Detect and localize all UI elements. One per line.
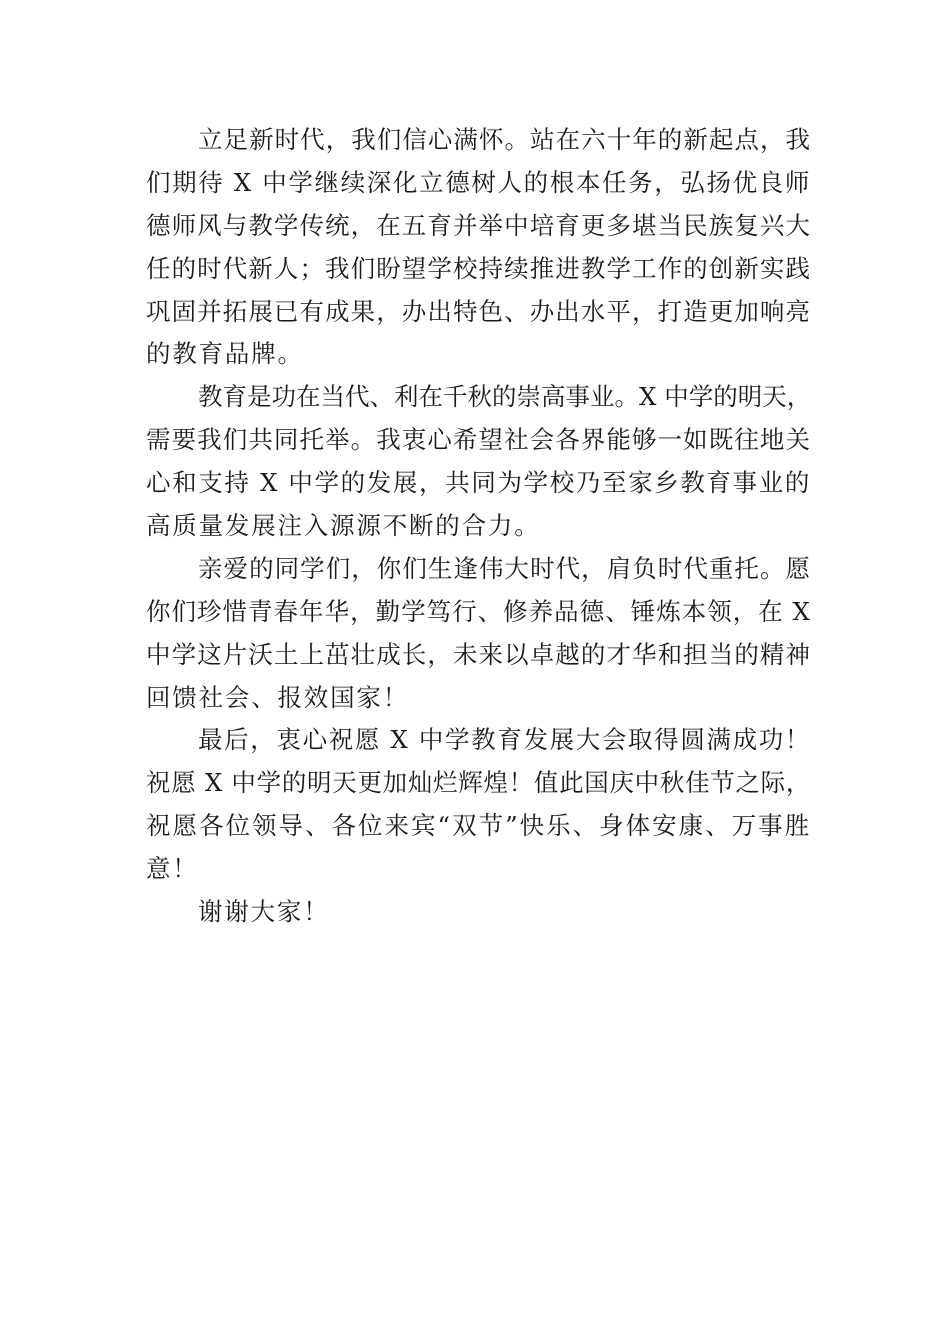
text-line: 教育是功在当代、利在千秋的崇高事业。X 中学的明天，	[198, 382, 812, 412]
text-line: 的教育品牌。	[146, 339, 304, 369]
text-line: 高质量发展注入源源不断的合力。	[146, 511, 541, 541]
text-line: 谢谢大家！	[198, 897, 330, 927]
text-line: 祝愿各位领导、各位来宾“双节”快乐、身体安康、万事胜	[146, 811, 811, 841]
text-line: 巩固并拓展已有成果，办出特色、办出水平，打造更加响亮	[146, 296, 811, 326]
text-line: 心和支持 X 中学的发展，共同为学校乃至家乡教育事业的	[146, 468, 811, 498]
text-line: 回馈社会、报效国家！	[146, 682, 409, 712]
text-line: 需要我们共同托举。我衷心希望社会各界能够一如既往地关	[146, 425, 811, 455]
text-line: 你们珍惜青春年华，勤学笃行、修养品德、锤炼本领，在 X	[146, 596, 811, 626]
text-line: 意！	[146, 854, 199, 884]
text-line: 亲爱的同学们，你们生逢伟大时代，肩负时代重托。愿	[198, 553, 811, 583]
text-line: 立足新时代，我们信心满怀。站在六十年的新起点，我	[198, 125, 811, 154]
text-line: 任的时代新人；我们盼望学校持续推进教学工作的创新实践	[146, 253, 811, 283]
text-line: 祝愿 X 中学的明天更加灿烂辉煌！值此国庆中秋佳节之际，	[146, 768, 811, 798]
text-line: 们期待 X 中学继续深化立德树人的根本任务，弘扬优良师	[146, 167, 811, 197]
speech-body	[146, 119, 811, 934]
text-line: 德师风与教学传统，在五育并举中培育更多堪当民族复兴大	[146, 210, 811, 240]
text-line: 最后，衷心祝愿 X 中学教育发展大会取得圆满成功！	[198, 725, 811, 755]
text-line: 中学这片沃土上茁壮成长，未来以卓越的才华和担当的精神	[146, 639, 811, 669]
